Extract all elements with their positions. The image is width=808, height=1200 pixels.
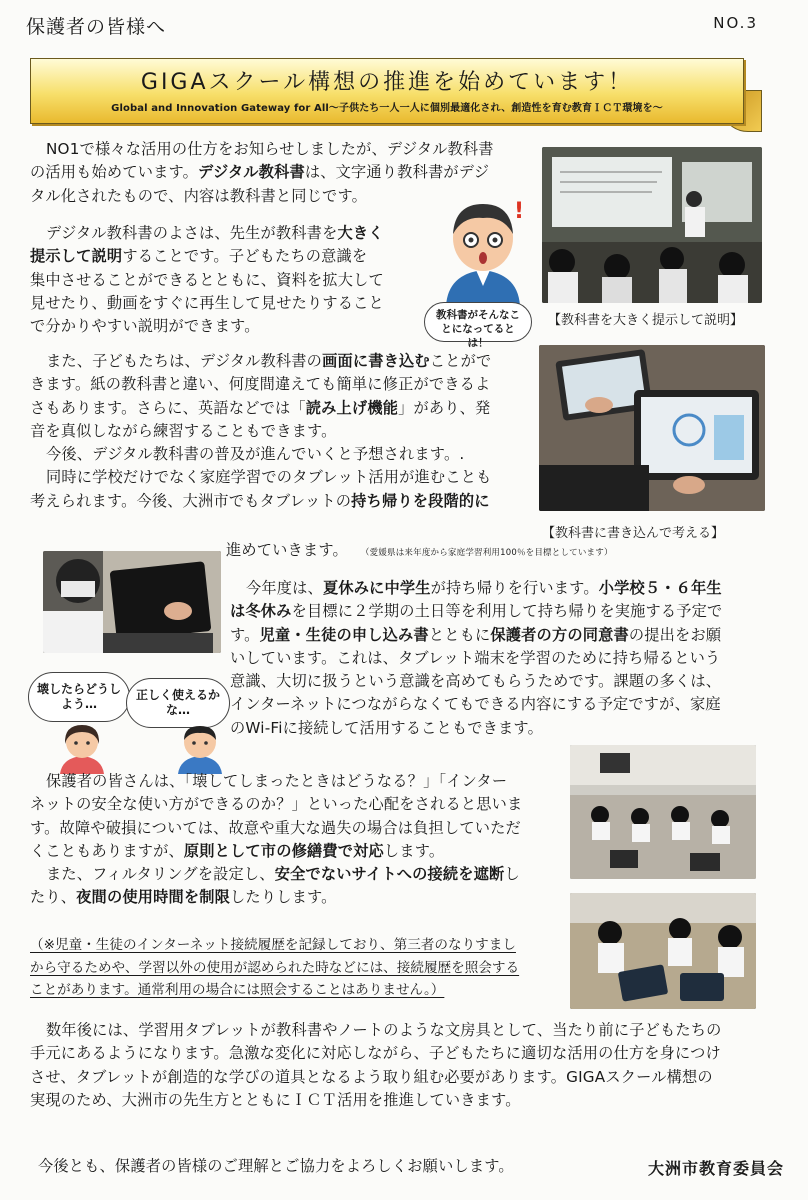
text-line: のWi-Fiに接続して活用することもできます。 (230, 718, 543, 737)
text-line: 意識、大切に扱うという意識を高めてもらうためです。課題の多くは、 (230, 672, 722, 691)
closing-line: 今後とも、保護者の皆様のご理解とご協力をよろしくお願いします。 (38, 1157, 514, 1175)
text-line: 集中させることができるとともに、資料を拡大して (30, 270, 384, 289)
text-line: 実現のため、大洲市の先生方とともにＩＣＴ活用を推進していきます。 (30, 1090, 521, 1109)
worry-bubble-right: 正しく使えるかな… (126, 678, 230, 728)
title-banner (30, 58, 744, 124)
worried-boy-illustration (170, 722, 230, 774)
tablet-writing-photo (539, 345, 765, 511)
recipient-heading: 保護者の皆様へ (26, 16, 167, 38)
text-line: インターネットにつながらなくてもできる内容にする予定ですが、家庭 (230, 695, 721, 714)
worried-girl-illustration (52, 722, 112, 774)
text-line: させ、タブレットが創造的な学びの道具となるよう取り組む必要があります。GIGAスクール構想の (30, 1067, 713, 1086)
future-paragraph (30, 1019, 790, 1112)
text-line: タル化されたもので、内容は教科書と同じです。 (30, 186, 368, 205)
banner-subtitle: Global and Innovation Gateway for All～子供たち一人一人に個別最適化され、創造性を育む教育ＩＣＴ環境を～ (111, 103, 663, 114)
text-line: NO1で様々な活用の仕方をお知らせしましたが、デジタル教科書 (46, 140, 494, 158)
text-line: デジタル教科書のよさは、先生が教科書を大きく (46, 224, 384, 242)
text-line: 数年後には、学習用タブレットが教科書やノートのような文房具として、当たり前に子どもたちの (46, 1021, 722, 1039)
student-tablet-photo (43, 551, 221, 653)
take-home-paragraph (230, 577, 770, 740)
text-line: たり、夜間の使用時間を制限したりします。 (30, 888, 337, 907)
text-line: 今年度は、夏休みに中学生が持ち帰りを行います。小学校５・６年生 (246, 579, 722, 597)
banner-title: GIGAスクール構想の推進を始めています！ (140, 70, 634, 95)
issue-number: NO.3 (713, 14, 758, 32)
teacher-speech-bubble: 教科書がそんなことになってるとは！ (424, 302, 532, 342)
text-line: さもあります。さらに、英語などでは「読み上げ機能」があり、発 (30, 398, 491, 417)
text-line: 音を真似しながら練習することもできます。 (30, 421, 337, 440)
text-line: きます。紙の教科書と違い、何度間違えても簡単に修正ができるよ (30, 375, 491, 394)
text-line: 今後、デジタル教科書の普及が進んでいくと予想されます。. (46, 445, 465, 464)
text-line: ことがあります。通常利用の場合には照会することはありません。） (30, 982, 445, 999)
text-line: くこともありますが、原則として市の修繕費で対応します。 (30, 841, 445, 860)
text-line: から守るためや、学習以外の使用が認められた時などには、接続履歴を照会する (30, 959, 520, 976)
photo2-caption: 【教科書に書き込んで考える】 (542, 526, 725, 541)
text-line: ネットの安全な使い方ができるのか？」といった心配をされると思いま (30, 795, 523, 814)
text-line: また、フィルタリングを設定し、安全でないサイトへの接続を遮断し (46, 865, 520, 884)
classroom-photo-teacher (542, 147, 762, 303)
photo1-caption: 【教科書を大きく提示して説明】 (548, 313, 744, 328)
text-line: 考えられます。今後、大洲市でもタブレットの持ち帰りを段階的に (30, 491, 490, 510)
worry-bubble-left: 壊したらどうしよう… (28, 672, 130, 722)
text-line: 同時に学校だけでなく家庭学習でのタブレット活用が進むことも (46, 468, 492, 487)
text-line: また、子どもたちは、デジタル教科書の画面に書き込むことがで (46, 352, 492, 370)
signature: 大洲市教育委員会 (647, 1159, 784, 1178)
history-note (30, 934, 570, 1002)
display-paragraph (30, 222, 420, 338)
surprised-teacher-illustration (428, 196, 538, 306)
text-line: す。故障や破損については、故意や重大な過失の場合は負担していただ (30, 818, 521, 837)
text-line: 進めていきます。 （愛媛県は来年度から家庭学習利用100％を目標としています） (226, 541, 613, 559)
text-line: 見せたり、動画をすぐに再生して見せたりすること (30, 293, 384, 312)
text-line: は冬休みを目標に２学期の土日等を利用して持ち帰りを実施する予定で (230, 602, 723, 621)
text-line: 提示して説明することです。子どもたちの意識を (30, 247, 368, 266)
target-note: （愛媛県は来年度から家庭学習利用100％を目標としています） (360, 548, 613, 558)
text-line: 保護者の皆さんは、「壊してしまったときはどうなる？」「インター (46, 772, 508, 790)
writing-paragraph (30, 350, 535, 513)
students-tablets-photo (570, 893, 756, 1009)
svg-text:!: ! (514, 199, 525, 224)
text-line: で分かりやすい説明ができます。 (30, 317, 260, 336)
text-line: の活用も始めています。デジタル教科書は、文字通り教科書がデジ (30, 163, 490, 182)
text-line: 手元にあるようになります。急激な変化に対応しながら、子どもたちに適切な活用の仕方を身につけ (30, 1044, 721, 1063)
text-line: （※児童・生徒のインターネット接続履歴を記録しており、第三者のなりすまし (30, 937, 516, 953)
text-line: す。児童・生徒の申し込み書とともに保護者の方の同意書の提出をお願 (230, 625, 722, 644)
concerns-paragraph (30, 770, 565, 910)
text-line: いしています。これは、タブレット端末を学習のために持ち帰るという (230, 648, 721, 667)
classroom-tablets-photo (570, 745, 756, 879)
